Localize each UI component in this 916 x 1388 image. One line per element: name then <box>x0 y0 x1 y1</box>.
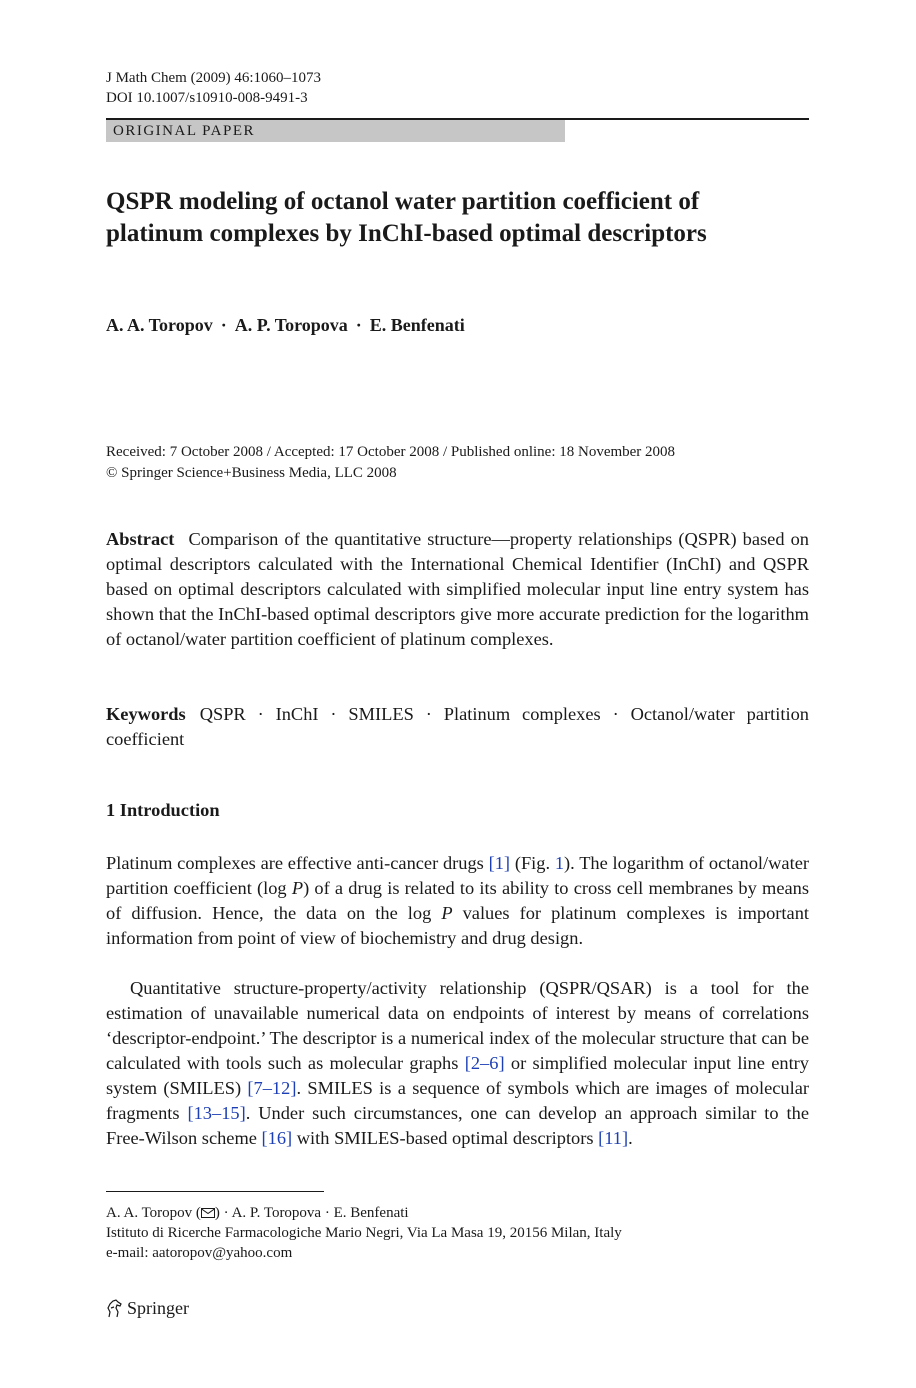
author-footnote <box>106 1203 622 1263</box>
abstract-label: Abstract <box>106 529 175 549</box>
author-separator: · <box>355 315 362 335</box>
citation-link[interactable]: [16] <box>261 1128 293 1148</box>
text-run: . <box>628 1128 633 1148</box>
citation-link[interactable]: [2–6] <box>464 1053 505 1073</box>
text-run: ) · A. P. Toropova · E. Benfenati <box>214 1205 409 1221</box>
text-run: values for platinum complexes is important information from point of view of biochemistry and drug design. <box>106 903 809 948</box>
journal-citation: J Math Chem (2009) 46:1060–1073 <box>106 70 321 86</box>
text-run: . Under such circumstances, one can develop an approach similar to the Free-Wilson scheme <box>106 1103 809 1148</box>
paper-title: QSPR modeling of octanol water partition coefficient of platinum complexes by InChI-based optimal descriptors <box>106 188 707 247</box>
text-run: A. A. Toropov ( <box>106 1205 201 1221</box>
intro-paragraph-1 <box>106 851 809 951</box>
citation-link[interactable]: [13–15] <box>187 1103 246 1123</box>
doi: DOI 10.1007/s10910-008-9491-3 <box>106 90 308 106</box>
journal-info <box>106 68 321 108</box>
section-heading-introduction: 1 Introduction <box>106 800 220 820</box>
citation-link[interactable]: [7–12] <box>247 1078 297 1098</box>
citation-link[interactable]: [11] <box>598 1128 629 1148</box>
citation-link[interactable]: [1] <box>488 853 511 873</box>
affiliation: Istituto di Ricerche Farmacologiche Mario Negri, Via La Masa 19, 20156 Milan, Italy <box>106 1225 622 1241</box>
text-run: ) of a drug is related to its ability to cross cell membranes by means of diffusion. Hence, the data on the log <box>106 878 810 923</box>
keywords <box>106 702 809 752</box>
keywords-label: Keywords <box>106 704 186 724</box>
springer-horse-icon <box>106 1299 123 1319</box>
author-name: A. P. Toropova <box>234 315 348 335</box>
publisher-name: Springer <box>127 1298 189 1318</box>
text-run: Quantitative structure-property/activity relationship (QSPR/QSAR) is a tool for the estimation of unavailable numerical data on endpoints of interest by means of correlations ‘descriptor-endpoint.’ The descriptor is a numerical index of the molecular structure that can be calculated with tools such as molecular graphs <box>106 978 809 1073</box>
text-run: . SMILES is a sequence of symbols which are images of molecular fragments <box>106 1078 809 1123</box>
math-symbol: P <box>291 878 304 898</box>
abstract <box>106 527 809 652</box>
intro-paragraph-2 <box>106 976 809 1151</box>
footnote-rule <box>106 1191 324 1192</box>
author-name: A. A. Toropov <box>106 315 213 335</box>
author-separator: · <box>220 315 227 335</box>
publisher-logo <box>106 1298 189 1319</box>
footnote-authors <box>106 1203 622 1223</box>
text-run: with SMILES-based optimal descriptors <box>292 1128 599 1148</box>
math-symbol: P <box>441 903 453 923</box>
abstract-text: Comparison of the quantitative structure—property relationships (QSPR) based on optimal descriptors calculated with the International Chemical Identifier (InChI) and QSPR based on optimal descriptors calculated with simplified molecular input line entry system has shown that the InChI-based optimal descriptors give more accurate prediction for the logarithm of octanol/water partition coefficient of platinum complexes. <box>106 529 809 649</box>
figure-link[interactable]: 1 <box>554 853 565 873</box>
text-run: ). The logarithm of octanol/water partition coefficient (log <box>106 853 809 898</box>
envelope-icon[interactable] <box>201 1208 215 1218</box>
author-name: E. Benfenati <box>369 315 465 335</box>
email-address[interactable]: e-mail: aatoropov@yahoo.com <box>106 1245 293 1261</box>
copyright-line: © Springer Science+Business Media, LLC 2008 <box>106 465 397 481</box>
text-run: Platinum complexes are effective anti-cancer drugs <box>106 853 489 873</box>
keywords-text: QSPR · InChI · SMILES · Platinum complexes · Octanol/water partition coefficient <box>106 704 809 749</box>
text-run: or simplified molecular input line entry system (SMILES) <box>106 1053 810 1098</box>
publication-dates <box>106 442 675 484</box>
received-accepted-line: Received: 7 October 2008 / Accepted: 17 October 2008 / Published online: 18 November 2008 <box>106 444 676 460</box>
author-list <box>106 315 465 336</box>
paper-type-badge: ORIGINAL PAPER <box>106 120 565 142</box>
text-run: (Fig. <box>510 853 555 873</box>
